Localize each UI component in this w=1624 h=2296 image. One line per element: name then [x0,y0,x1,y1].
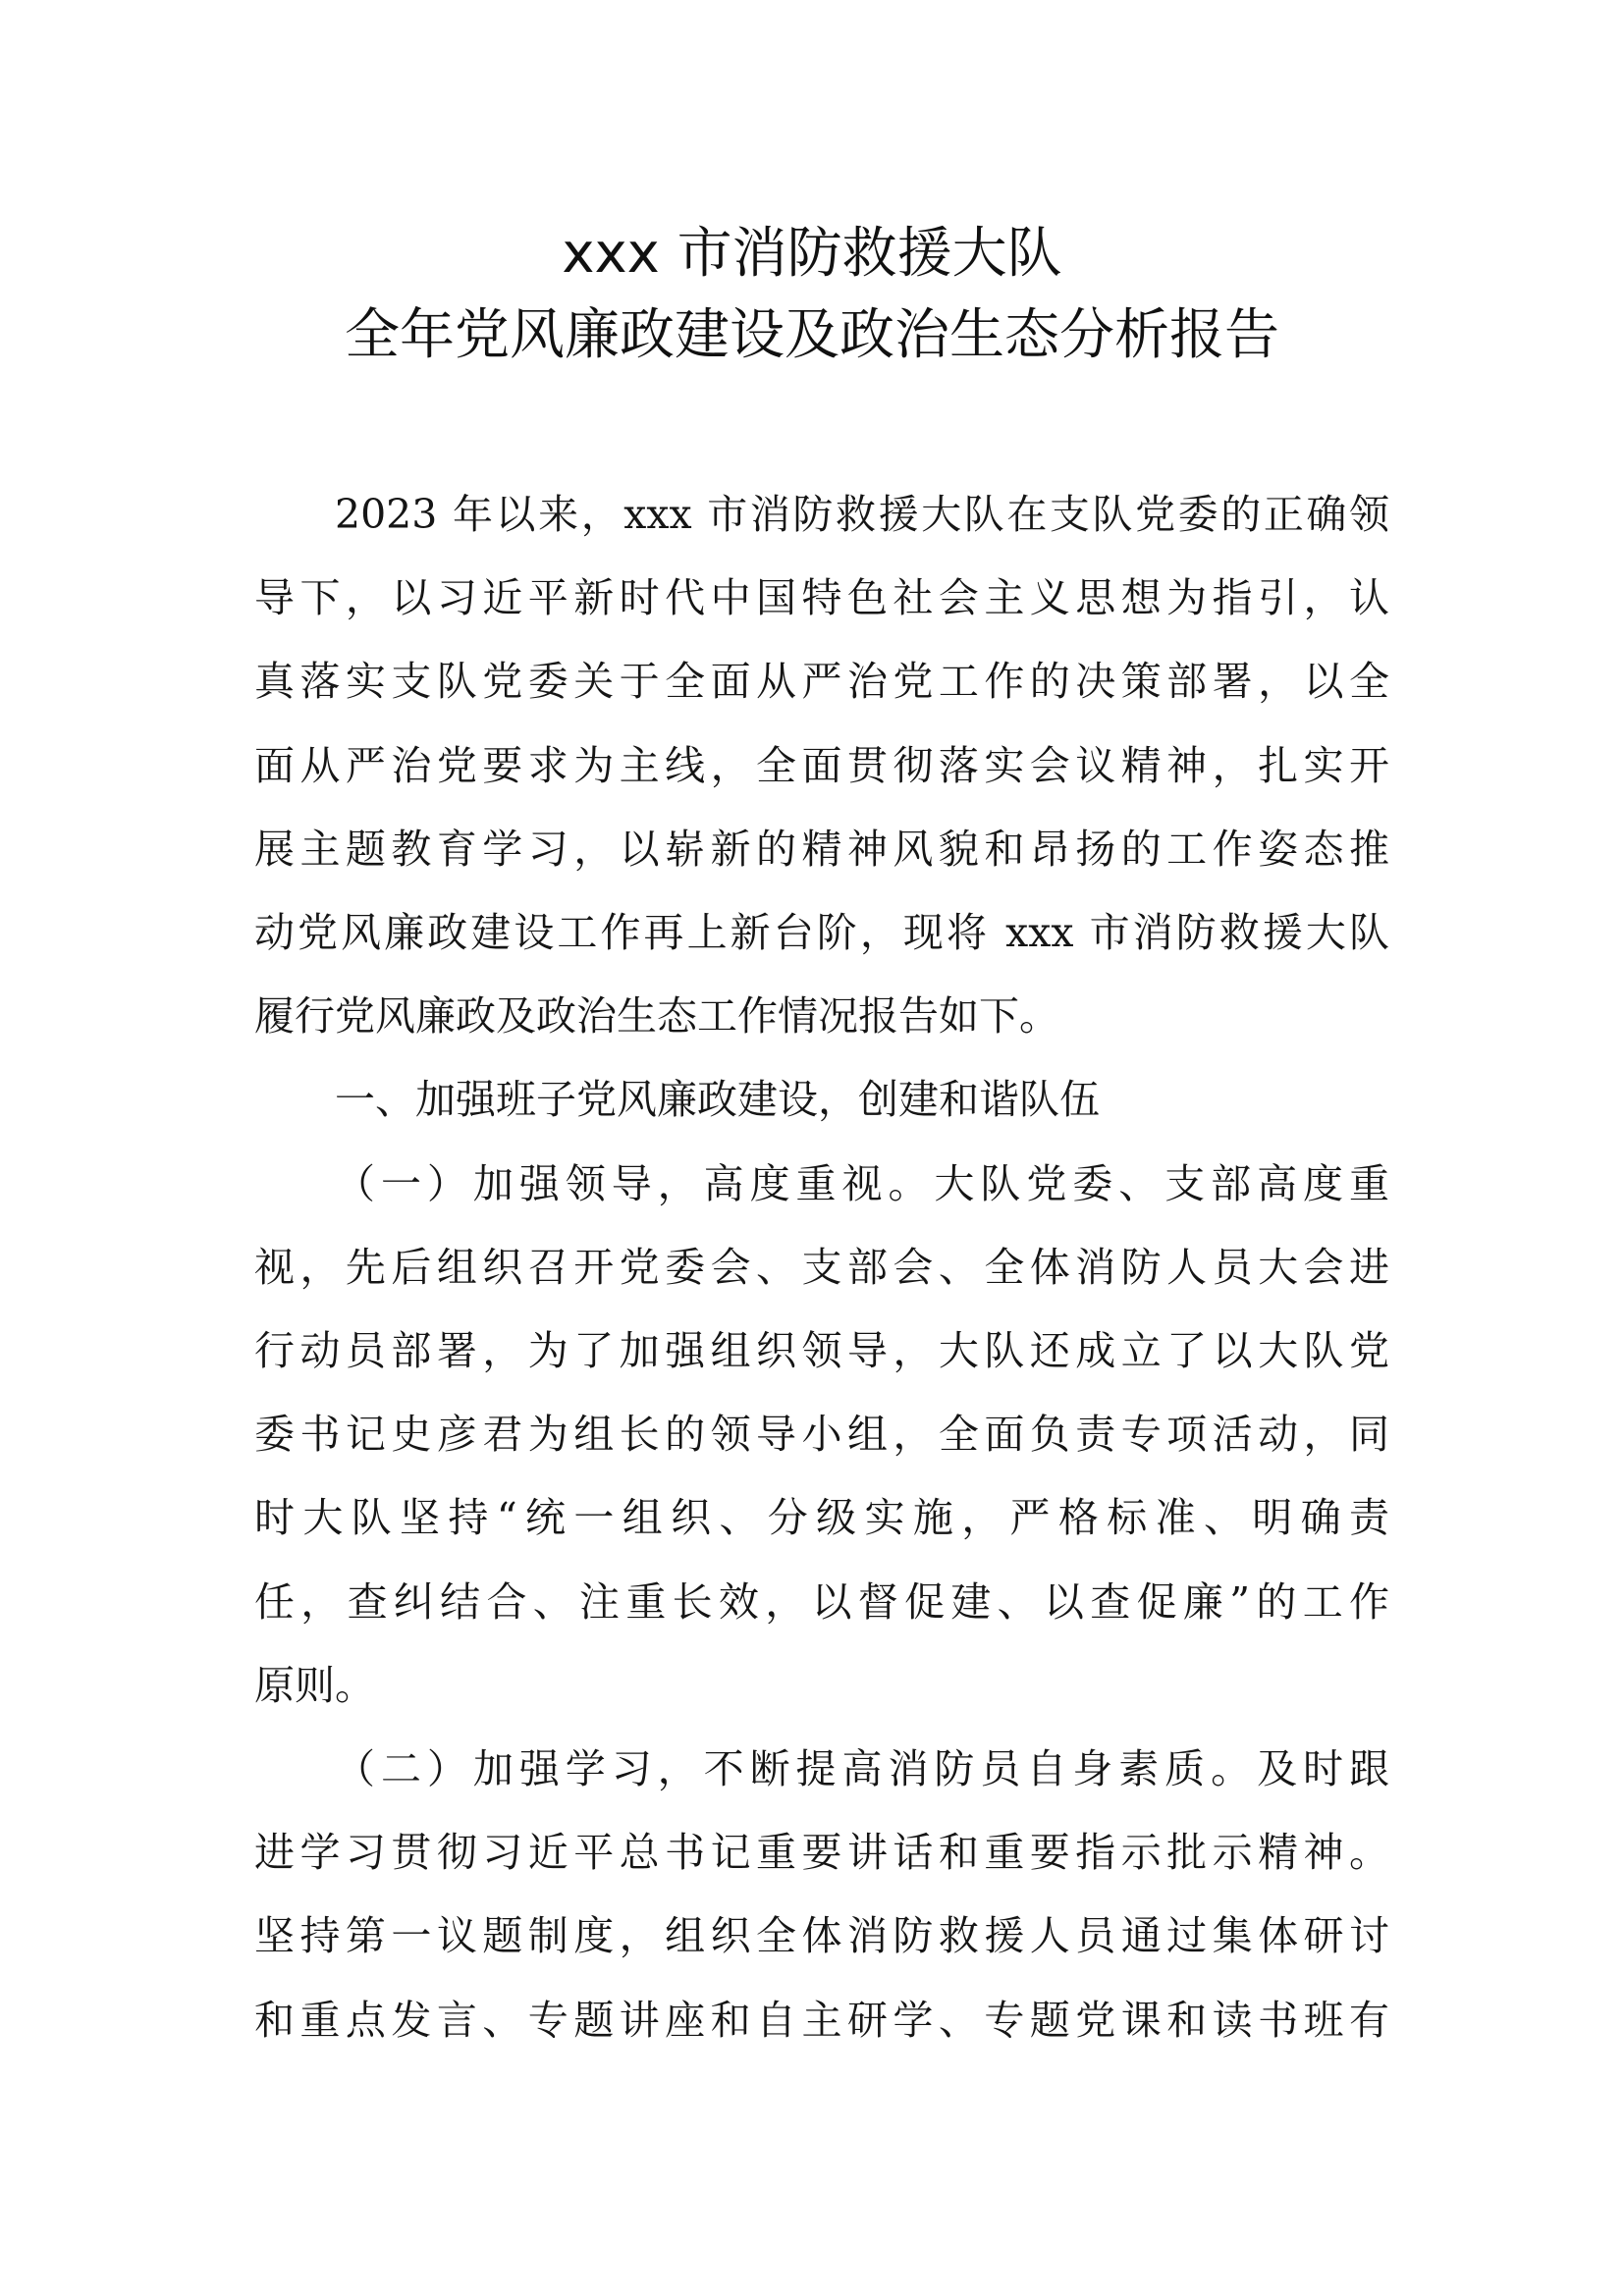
body-line: 行动员部署，为了加强组织领导，大队还成立了以大队党 [254,1327,1389,1374]
body-line: （二）加强学习，不断提高消防员自身素质。及时跟 [335,1745,1389,1792]
body-line: 原则。 [254,1662,375,1709]
document-title-line-2: 全年党风廉政建设及政治生态分析报告 [345,303,1279,367]
body-line: 面从严治党要求为主线，全面贯彻落实会议精神，扎实开 [254,742,1389,789]
body-line: 进学习贯彻习近平总书记重要讲话和重要指示批示精神。 [254,1829,1389,1876]
body-line: （一）加强领导，高度重视。大队党委、支部高度重 [335,1160,1389,1207]
body-line: 履行党风廉政及政治生态工作情况报告如下。 [254,992,1059,1040]
body-line: 任，查纠结合、注重长效，以督促建、以查促廉”的工作 [254,1578,1389,1626]
section-heading: 一、加强班子党风廉政建设，创建和谐队伍 [335,1076,1100,1123]
body-line: 委书记史彦君为组长的领导小组，全面负责专项活动，同 [254,1411,1389,1458]
body-line: 2023 年以来，xxx 市消防救援大队在支队党委的正确领 [335,491,1389,538]
body-line: 导下，以习近平新时代中国特色社会主义思想为指引，认 [254,574,1389,621]
body-line: 展主题教育学习，以崭新的精神风貌和昂扬的工作姿态推 [254,826,1389,873]
body-line: 时大队坚持“统一组织、分级实施，严格标准、明确责 [254,1494,1389,1541]
body-line: 动党风廉政建设工作再上新台阶，现将 xxx 市消防救援大队 [254,909,1389,956]
body-line: 真落实支队党委关于全面从严治党工作的决策部署，以全 [254,658,1389,705]
body-line: 坚持第一议题制度，组织全体消防救援人员通过集体研讨 [254,1912,1389,1959]
body-line: 和重点发言、专题讲座和自主研学、专题党课和读书班有 [254,1997,1389,2044]
body-line: 视，先后组织召开党委会、支部会、全体消防人员大会进 [254,1244,1389,1291]
document-title-line-1: xxx 市消防救援大队 [562,222,1062,286]
